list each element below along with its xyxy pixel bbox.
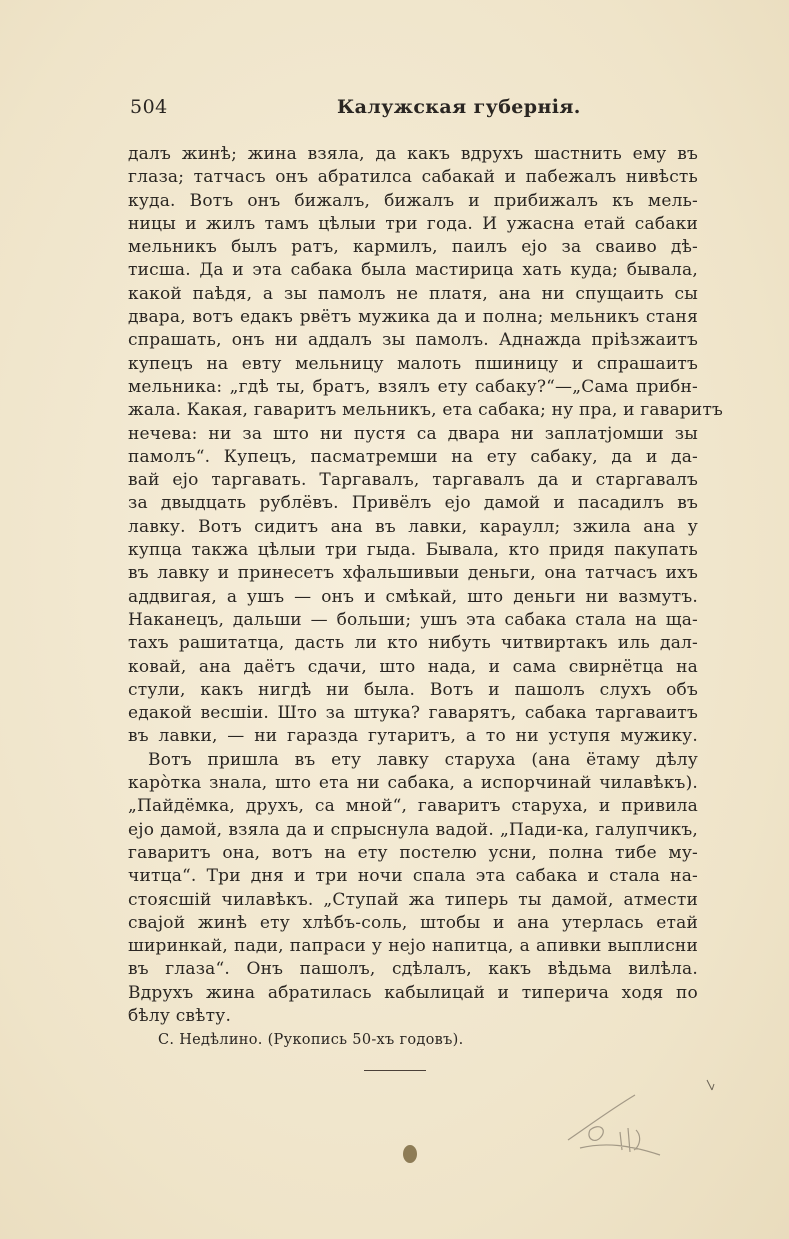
text-line: ширинкай, пади, папраси у нејо напитца, а апивки выплисни xyxy=(128,936,698,957)
text-line: стули, какъ нигдѣ ни была. Вотъ и пашолъ слухъ объ xyxy=(128,679,698,700)
text-line: гаваритъ она, вотъ на ету постелю усни, полна тибе му- xyxy=(128,842,698,863)
text-line: купца такжа цѣлыи три гыда. Бывала, кто придя пакупать xyxy=(128,540,698,561)
text-line: Вдрухъ жина абратилась кабылицай и типерича ходя по xyxy=(128,982,698,1003)
text-line: далъ жинѣ; жина взяла, да какъ вдрухъ шастнить ему въ xyxy=(128,144,698,164)
text-line: въ лавку и принесетъ хфальшивыи деньги, она татчасъ ихъ xyxy=(128,563,698,584)
text-line: Вотъ пришла въ ету лавку старуха (ана ётаму дѣлу xyxy=(148,749,698,770)
running-title: Калужская губернія. xyxy=(337,96,581,118)
body-text xyxy=(128,143,724,1028)
text-line: двара, вотъ едакъ рвётъ мужика да и полна; мельникъ станя xyxy=(128,307,698,328)
text-line: купецъ на евту мельницу малоть пшиницу и спрашаитъ xyxy=(128,353,698,374)
text-line: ејо дамой, взяла да и спрыснула вадой. „Пади-ка, галупчикъ, xyxy=(128,819,698,840)
text-line: стоясшій чилавѣкъ. „Ступай жа типерь ты дамой, атмести xyxy=(128,889,698,910)
text-line: нечева: ни за што ни пустя са двара ни заплатјомши зы xyxy=(128,423,698,444)
text-line: ницы и жилъ тамъ цѣлыи три года. И ужасна етай сабаки xyxy=(128,213,698,234)
text-line: вай ејо таргавать. Таргавалъ, таргавалъ да и старгавалъ xyxy=(128,470,698,491)
text-line: свајой жинѣ ету хлѣбъ-соль, штобы и ана утерлась етай xyxy=(128,912,698,933)
text-line: карòтка знала, што ета ни сабака, а испорчинай чилавѣкъ). xyxy=(128,773,698,794)
text-line: въ глаза“. Онъ пашолъ, сдѣлалъ, какъ вѣдьма вилѣла. xyxy=(128,959,698,980)
page-header xyxy=(130,96,690,126)
text-line: читца“. Три дня и три ночи спала эта сабака и стала на- xyxy=(128,866,698,887)
text-line: мельникъ былъ ратъ, кармилъ, паилъ ејо за сваиво дѣ- xyxy=(128,237,698,258)
text-line: ковай, ана даётъ сдачи, што нада, и сама свирнётца на xyxy=(128,656,698,677)
text-line: едакой весшіи. Што за штука? гаварятъ, сабака таргаваитъ xyxy=(128,703,698,724)
text-line: бѣлу свѣту. xyxy=(128,1005,232,1026)
page-number: 504 xyxy=(130,96,168,118)
small-check-icon xyxy=(705,1078,719,1092)
text-line: въ лавки, — ни гаразда гутаритъ, а то ни уступя мужику. xyxy=(128,726,698,747)
text-line: лавку. Вотъ сидитъ ана въ лавки, караулл; зжила ана у xyxy=(128,516,698,537)
text-line: „Пайдёмка, друхъ, са мной“, гаваритъ старуха, и привила xyxy=(128,796,698,817)
signature: С. Недѣлино. (Рукопись 50-хъ годовъ). xyxy=(158,1032,464,1048)
text-line: спрашать, онъ ни аддалъ зы памолъ. Аднажда пріѣзжаитъ xyxy=(128,330,698,351)
text-line: тисша. Да и эта сабака была мастирица хать куда; бывала, xyxy=(128,260,698,281)
pencil-scribble-icon xyxy=(560,1070,670,1160)
text-line: какой паѣдя, а зы памолъ не платя, ана ни спущаить сы xyxy=(128,283,698,304)
text-line: куда. Вотъ онъ бижалъ, бижалъ и прибижалъ къ мель- xyxy=(128,190,698,211)
text-line: за двыдцать рублёвъ. Привёлъ ејо дамой и пасадилъ въ xyxy=(128,493,698,514)
end-rule xyxy=(364,1070,426,1071)
text-line: тахъ рашитатца, дасть ли кто нибуть читвиртакъ иль дал- xyxy=(128,633,698,654)
text-line: мельника: „гдѣ ты, братъ, взялъ ету сабаку?“—„Сама прибн- xyxy=(128,376,698,397)
text-line: аддвигая, а ушъ — онъ и смѣкай, што деньги ни вазмутъ. xyxy=(128,586,698,607)
text-line: жала. Какая, гаваритъ мельникъ, ета сабака; ну пра, и гаваритъ xyxy=(128,400,724,421)
text-line: Наканецъ, дальши — больши; ушъ эта сабака стала на ща- xyxy=(128,609,698,630)
text-line: глаза; татчасъ онъ абратилса сабакай и пабежалъ нивѣсть xyxy=(128,167,698,188)
text-line: памолъ“. Купецъ, пасматремши на ету сабаку, да и да- xyxy=(128,446,698,467)
ink-blot-mark xyxy=(403,1145,417,1163)
